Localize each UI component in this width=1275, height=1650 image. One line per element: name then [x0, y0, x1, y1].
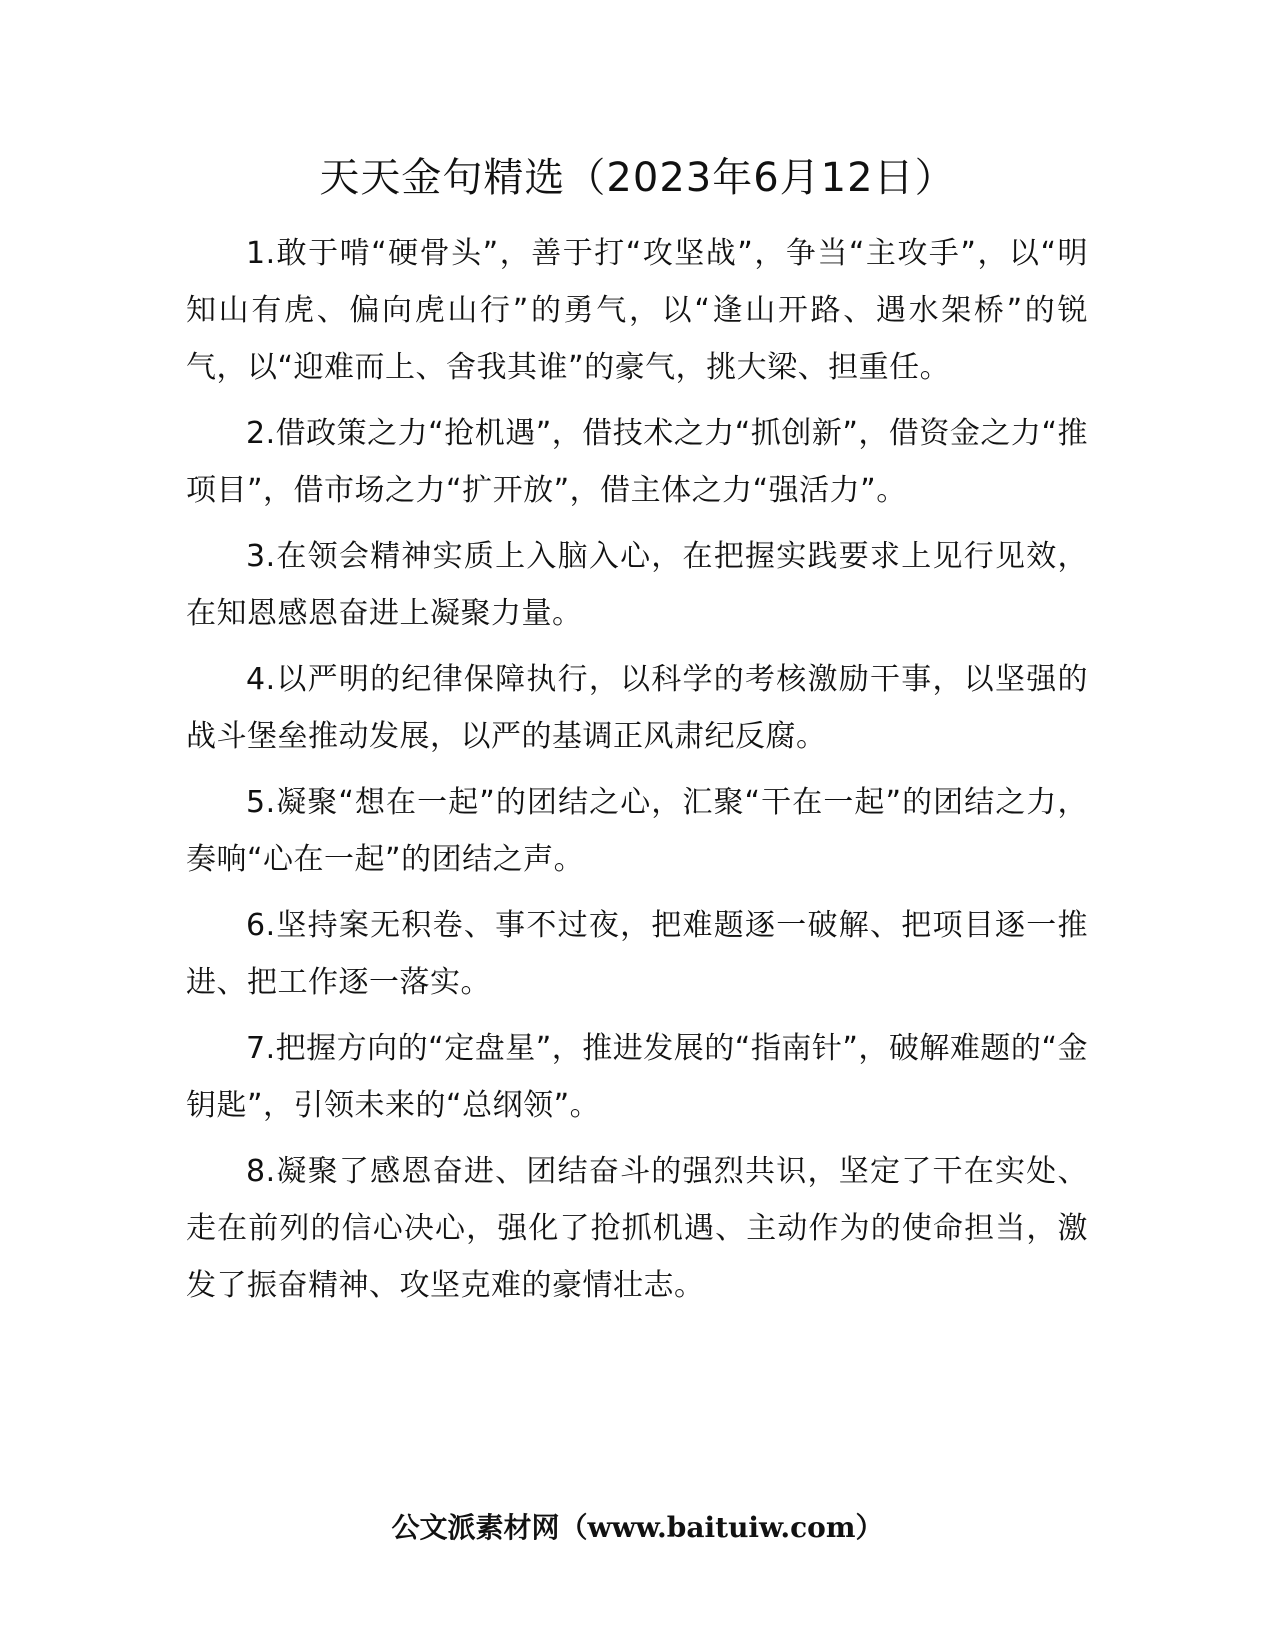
- document-body: [186, 225, 1088, 1323]
- document-title: 天天金句精选（2023年6月12日）: [319, 155, 956, 201]
- paragraph-8: 8.凝聚了感恩奋进、团结奋斗的强烈共识，坚定了干在实处、走在前列的信心决心，强化了抢抓机遇、主动作为的使命担当，激发了振奋精神、攻坚克难的豪情壮志。: [186, 1154, 1088, 1303]
- paragraph-2: 2.借政策之力“抢机遇”，借技术之力“抓创新”，借资金之力“推项目”，借市场之力“扩开放”，借主体之力“强活力”。: [186, 416, 1088, 508]
- paragraph-7: 7.把握方向的“定盘星”，推进发展的“指南针”，破解难题的“金钥匙”，引领未来的“总纲领”。: [186, 1031, 1088, 1123]
- paragraph-3: 3.在领会精神实质上入脑入心，在把握实践要求上见行见效，在知恩感恩奋进上凝聚力量。: [186, 539, 1088, 631]
- paragraph-5: 5.凝聚“想在一起”的团结之心，汇聚“干在一起”的团结之力，奏响“心在一起”的团结之声。: [186, 785, 1088, 877]
- paragraph-1: 1.敢于啃“硬骨头”，善于打“攻坚战”，争当“主攻手”，以“明知山有虎、偏向虎山行”的勇气，以“逢山开路、遇水架桥”的锐气，以“迎难而上、舍我其谁”的豪气，挑大梁、担重任。: [186, 236, 1088, 385]
- source-footer: 公文派素材网（www.baituiw.com）: [391, 1511, 884, 1544]
- paragraph-6: 6.坚持案无积卷、事不过夜，把难题逐一破解、把项目逐一推进、把工作逐一落实。: [186, 908, 1088, 1000]
- paragraph-4: 4.以严明的纪律保障执行，以科学的考核激励干事，以坚强的战斗堡垒推动发展，以严的基调正风肃纪反腐。: [186, 662, 1088, 754]
